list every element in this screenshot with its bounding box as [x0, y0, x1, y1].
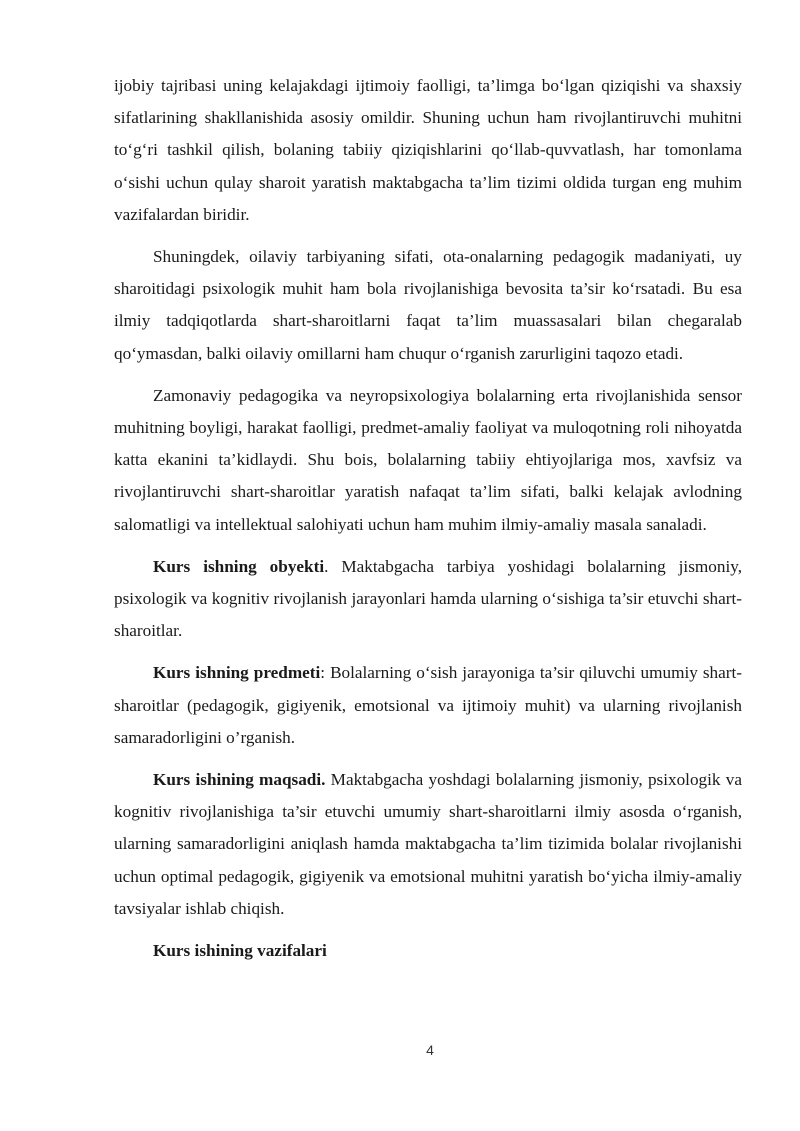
goal-text: Maktabgacha yoshdagi bolalarning jismoniy, psixologik va kognitiv rivojlanishiga ta’sir etuvchi umumiy shart-sharoitlarni ilmiy asosda o‘rganish, ularning samaradorligini aniqlash hamda maktabgacha ta’lim tizimida bolalar rivojlanishi uchun optimal pedagogik, gigiyenik va emotsional muhitni yaratish bo‘yicha ilmiy-amaliy tavsiyalar ishlab chiqish. [114, 770, 742, 918]
subject-text: : Bolalarning o‘sish jarayoniga ta’sir qiluvchi umumiy shart-sharoitlar (pedagogik, gigiyenik, emotsional va ijtimoiy muhit) va ularning rivojlanish samaradorligini o’rganish. [114, 663, 742, 747]
paragraph-continuation: ijobiy tajribasi uning kelajakdagi ijtimoiy faolligi, ta’limga bo‘lgan qiziqishi va shaxsiy sifatlarining shakllanishida asosiy omildir. Shuning uchun ham rivojlantiruvchi muhitni to‘g‘ri tashkil qilish, bolaning tabiiy qiziqishlarini qo‘llab-quvvatlash, har tomonlama o‘sishi uchun qulay sharoit yaratish maktabgacha ta’lim tizimi oldida turgan eng muhim vazifalardan biridir. [114, 76, 742, 224]
tasks-heading: Kurs ishining vazifalari [153, 941, 327, 961]
object-label: Kurs ishning obyekti [153, 556, 325, 576]
paragraph-modern-pedagogy: Zamonaviy pedagogika va neyropsixologiya bolalarning erta rivojlanishida sensor muhitning boyligi, harakat faolligi, predmet-amaliy faoliyat va muloqotning roli nihoyatda katta ekanini ta’kidlaydi. Shu bois, bolalarning tabiiy ehtiyojlariga mos, xavfsiz va rivojlantiruvchi shart-sharoitlar yaratish nafaqat ta’lim sifati, balki kelajak avlodning salomatligi va intellektual salohiyati uchun ham muhim ilmiy-amaliy masala sanaladi. [114, 385, 742, 534]
paragraph-research-object [114, 551, 742, 648]
subject-label: Kurs ishning predmeti [153, 663, 321, 683]
paragraph-family-upbringing: Shuningdek, oilaviy tarbiyaning sifati, ota-onalarning pedagogik madaniyati, uy sharoitidagi psixologik muhit ham bola rivojlanishiga bevosita ta’sir ko‘rsatadi. Bu esa ilmiy tadqiqotlarda shart-sharoitlarni faqat ta’lim muassasalari bilan chegaralab qo‘ymasdan, balki oilaviy omillarni ham chuqur o‘rganish zarurligini taqozo etadi. [114, 247, 742, 363]
page-number: 4 [426, 1042, 434, 1058]
paragraph-research-goal [114, 764, 742, 925]
document-page [114, 70, 742, 967]
paragraph-research-subject [114, 657, 742, 754]
goal-label: Kurs ishining maqsadi. [153, 770, 326, 790]
object-text: . Maktabgacha tarbiya yoshidagi bolalarning jismoniy, psixologik va kognitiv rivojlanish jarayonlari hamda ularning o‘sishiga ta’sir etuvchi shart-sharoitlar. [114, 556, 742, 641]
